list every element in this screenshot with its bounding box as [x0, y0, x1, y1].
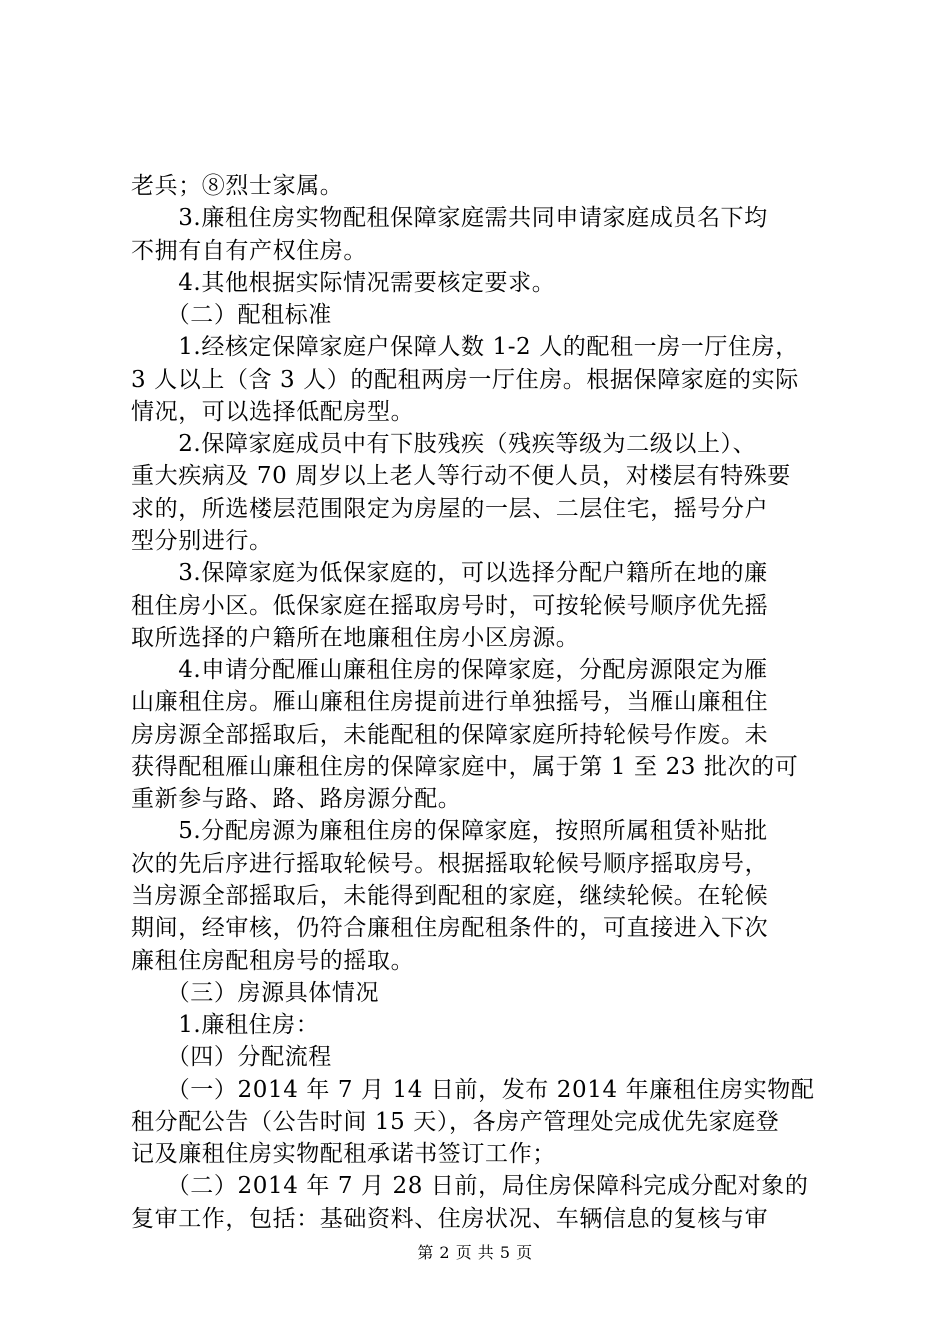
text-line-13: 3.保障家庭为低保家庭的，可以选择分配户籍所在地的廉: [131, 560, 768, 586]
text-line-1: 老兵；⑧烈士家属。: [131, 173, 344, 199]
text-line-27: 1.廉租住房：: [131, 1012, 320, 1038]
text-line-23: 当房源全部摇取后，未能得到配租的家庭，继续轮候。在轮候: [131, 883, 769, 909]
text-line-7: 3 人以上（含 3 人）的配租两房一厅住房。根据保障家庭的实际: [131, 367, 799, 393]
text-line-28: （四）分配流程: [131, 1044, 332, 1070]
text-line-3: 不拥有自有产权住房。: [131, 238, 367, 264]
text-line-10: 重大疾病及 70 周岁以上老人等行动不便人员，对楼层有特殊要: [131, 463, 791, 489]
text-line-25: 廉租住房配租房号的摇取。: [131, 948, 415, 974]
text-line-22: 次的先后序进行摇取轮候号。根据摇取轮候号顺序摇取房号，: [131, 851, 769, 877]
text-line-9: 2.保障家庭成员中有下肢残疾（残疾等级为二级以上）、: [131, 431, 757, 457]
text-line-11: 求的，所选楼层范围限定为房屋的一层、二层住宅，摇号分户: [131, 496, 769, 522]
text-line-6: 1.经核定保障家庭户保障人数 1-2 人的配租一房一厅住房，: [131, 334, 799, 360]
text-line-15: 取所选择的户籍所在地廉租住房小区房源。: [131, 625, 580, 651]
text-line-16: 4.申请分配雁山廉租住房的保障家庭，分配房源限定为雁: [131, 657, 768, 683]
text-line-32: （二）2014 年 7 月 28 日前，局住房保障科完成分配对象的: [131, 1173, 809, 1199]
text-line-8: 情况，可以选择低配房型。: [131, 399, 415, 425]
text-line-30: 租分配公告（公告时间 15 天），各房产管理处完成优先家庭登: [131, 1109, 780, 1135]
text-line-2: 3.廉租住房实物配租保障家庭需共同申请家庭成员名下均: [131, 205, 768, 231]
text-line-26: （三）房源具体情况: [131, 980, 380, 1006]
text-line-14: 租住房小区。低保家庭在摇取房号时，可按轮候号顺序优先摇: [131, 593, 769, 619]
text-line-18: 房房源全部摇取后，未能配租的保障家庭所持轮候号作废。未: [131, 722, 769, 748]
text-line-5: （二）配租标准: [131, 302, 332, 328]
text-line-29: （一）2014 年 7 月 14 日前，发布 2014 年廉租住房实物配: [131, 1077, 815, 1103]
text-line-17: 山廉租住房。雁山廉租住房提前进行单独摇号，当雁山廉租住: [131, 689, 769, 715]
page-footer: 第 2 页 共 5 页: [417, 1243, 533, 1262]
text-line-19: 获得配租雁山廉租住房的保障家庭中，属于第 1 至 23 批次的可: [131, 754, 799, 780]
text-line-20: 重新参与路、路、路房源分配。: [131, 786, 462, 812]
text-line-31: 记及廉租住房实物配租承诺书签订工作；: [131, 1141, 556, 1167]
text-line-33: 复审工作，包括：基础资料、住房状况、车辆信息的复核与审: [131, 1206, 769, 1232]
text-line-21: 5.分配房源为廉租住房的保障家庭，按照所属租赁补贴批: [131, 818, 768, 844]
text-line-12: 型分别进行。: [131, 528, 273, 554]
text-line-4: 4.其他根据实际情况需要核定要求。: [131, 270, 556, 296]
text-line-24: 期间，经审核，仍符合廉租住房配租条件的，可直接进入下次: [131, 915, 769, 941]
